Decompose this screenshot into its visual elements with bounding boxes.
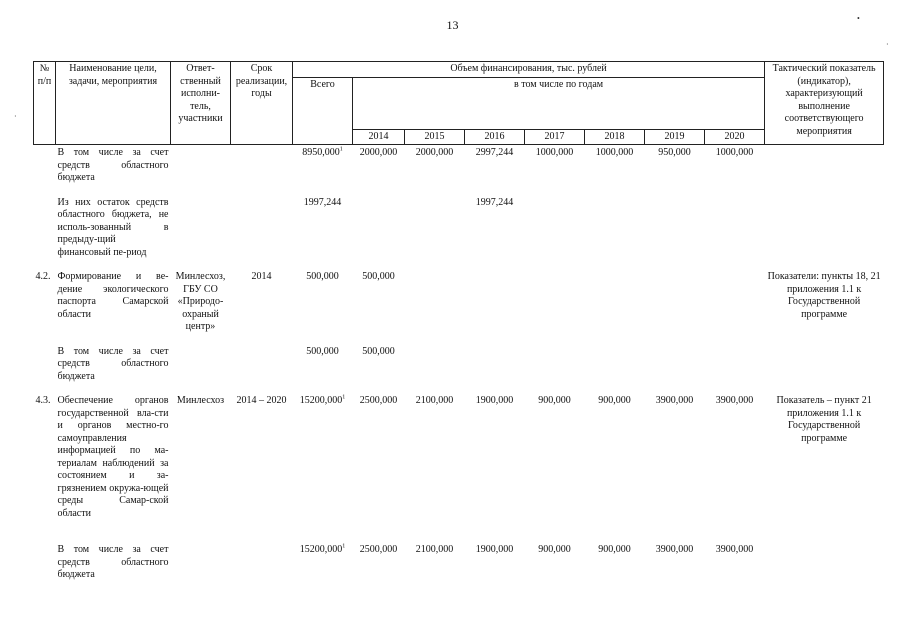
row-indicator: Показатели: пункты 18, 21 приложения 1.1 к Государственной программе — [767, 271, 881, 320]
row-num: 4.3. — [35, 395, 51, 406]
header-year: 2016 — [465, 129, 525, 145]
header-responsible: Ответ-ственный исполни-тель, участники — [171, 62, 231, 145]
row-name: В том числе за счет средств областного бюджета — [57, 147, 169, 183]
row-year-value: 1000,000 — [595, 147, 634, 158]
row-year-value: 3900,000 — [715, 395, 754, 406]
row-term — [231, 145, 293, 185]
row-term — [231, 344, 293, 384]
row-indicator — [765, 195, 884, 260]
row-total-value: 1997,244 — [303, 196, 342, 208]
footnote-mark: 1 — [339, 146, 343, 153]
table-row — [34, 195, 884, 260]
row-num — [34, 542, 56, 582]
row-responsible — [171, 344, 231, 384]
row-year-value: 2000,000 — [359, 147, 398, 158]
row-year-value: 500,000 — [362, 271, 395, 282]
row-term — [231, 542, 293, 582]
row-name: Формирование и ве-дение экологического паспорта Самарской области — [57, 271, 169, 320]
row-term — [231, 195, 293, 260]
footnote-mark: 1 — [342, 394, 346, 401]
row-name: В том числе за счет средств областного бюджета — [57, 544, 169, 580]
table-body — [34, 145, 884, 582]
row-num — [34, 145, 56, 185]
row-total-value: 15200,000 — [299, 395, 343, 406]
row-indicator — [765, 344, 884, 384]
row-num — [34, 344, 56, 384]
row-year-value: 2500,000 — [359, 395, 398, 406]
row-year-value: 2997,244 — [475, 147, 514, 158]
row-year-value — [645, 344, 705, 384]
row-responsible: Минлесхоз, ГБУ СО «Природо-охраный центр» — [175, 271, 226, 332]
row-total — [293, 195, 353, 260]
row-term: 2014 – 2020 — [236, 395, 287, 406]
row-year-value: 3900,000 — [655, 544, 694, 555]
row-indicator — [765, 145, 884, 185]
row-year-value: 900,000 — [538, 395, 571, 406]
row-year-value — [705, 269, 765, 334]
table-row — [34, 269, 884, 334]
header-name: Наименование цели, задачи, мероприятия — [56, 62, 171, 145]
header-year: 2015 — [405, 129, 465, 145]
row-year-value: 1900,000 — [475, 544, 514, 555]
row-total-value: 500,000 — [306, 345, 339, 357]
header-indicator: Тактический показатель (индикатор), характеризующий выполнение соответствующего мероприятия — [765, 62, 884, 145]
row-total-value: 8950,000 — [302, 147, 340, 158]
row-year-value: 1000,000 — [715, 147, 754, 158]
row-num: 4.2. — [35, 271, 51, 282]
row-name: Обеспечение органов государственной вла-сти и органов местно-го самоуправления информацией по ма-териалам наблюдений за состоянием и за-грязнением окружа-ющей среды Самар-ской области — [57, 395, 169, 519]
row-responsible: Минлесхоз — [176, 395, 225, 406]
table-row — [34, 393, 884, 520]
scan-speck: · — [14, 112, 17, 121]
financing-table — [33, 61, 884, 582]
row-name: В том числе за счет средств областного бюджета — [57, 345, 169, 382]
header-year: 2019 — [645, 129, 705, 145]
row-indicator: Показатель – пункт 21 приложения 1.1 к Государственной программе — [776, 395, 872, 444]
row-year-value — [525, 195, 585, 260]
footnote-mark: 1 — [342, 543, 346, 550]
row-year-value: 950,000 — [658, 147, 691, 158]
row-indicator — [765, 542, 884, 582]
row-total-value: 500,000 — [306, 271, 339, 282]
scan-speck: • — [857, 14, 860, 23]
table-header — [34, 62, 884, 145]
row-year-value — [405, 195, 465, 260]
row-year-value: 900,000 — [598, 544, 631, 555]
row-responsible — [171, 195, 231, 260]
header-term: Срок реализации, годы — [231, 62, 293, 145]
row-num — [34, 195, 56, 260]
header-total: Всего — [293, 77, 353, 145]
table-row — [34, 145, 884, 185]
row-total — [293, 393, 353, 520]
row-total-value: 15200,000 — [299, 544, 343, 555]
table-row — [34, 344, 884, 384]
row-year-value — [465, 344, 525, 384]
row-total — [293, 542, 353, 582]
row-year-value: 1900,000 — [475, 395, 514, 406]
row-year-value — [705, 344, 765, 384]
header-year: 2014 — [353, 129, 405, 145]
row-year-value — [585, 269, 645, 334]
page-number: 13 — [446, 18, 459, 32]
row-year-value — [405, 269, 465, 334]
row-year-value: 2000,000 — [415, 147, 454, 158]
header-funding: Объем финансирования, тыс. рублей — [293, 62, 765, 78]
header-num: № п/п — [34, 62, 56, 145]
row-total — [293, 145, 353, 185]
row-year-value: 500,000 — [362, 345, 395, 357]
row-term: 2014 — [251, 271, 272, 282]
row-year-value: 2100,000 — [415, 544, 454, 555]
row-year-value — [405, 344, 465, 384]
row-year-value — [585, 195, 645, 260]
row-year-value — [525, 344, 585, 384]
row-year-value — [525, 269, 585, 334]
row-year-value: 2100,000 — [415, 395, 454, 406]
row-year-value: 900,000 — [538, 544, 571, 555]
row-year-value: 900,000 — [598, 395, 631, 406]
row-responsible — [171, 145, 231, 185]
row-name: Из них остаток средств областного бюджета, не исполь-зованный в предыду-щий финансовый пе-риод — [57, 196, 169, 258]
row-year-value: 2500,000 — [359, 544, 398, 555]
header-year: 2017 — [525, 129, 585, 145]
row-year-value — [353, 195, 405, 260]
table-row — [34, 542, 884, 582]
scan-speck: · — [886, 40, 889, 49]
row-year-value — [585, 344, 645, 384]
header-year: 2020 — [705, 129, 765, 145]
row-responsible — [171, 542, 231, 582]
row-year-value: 1997,244 — [475, 196, 514, 208]
row-year-value: 3900,000 — [715, 544, 754, 555]
row-year-value — [465, 269, 525, 334]
row-year-value — [645, 195, 705, 260]
row-total — [293, 344, 353, 384]
row-year-value — [705, 195, 765, 260]
row-year-value — [645, 269, 705, 334]
row-total — [293, 269, 353, 334]
row-year-value: 3900,000 — [655, 395, 694, 406]
header-year: 2018 — [585, 129, 645, 145]
header-by-years: в том числе по годам — [353, 77, 765, 129]
row-year-value: 1000,000 — [535, 147, 574, 158]
